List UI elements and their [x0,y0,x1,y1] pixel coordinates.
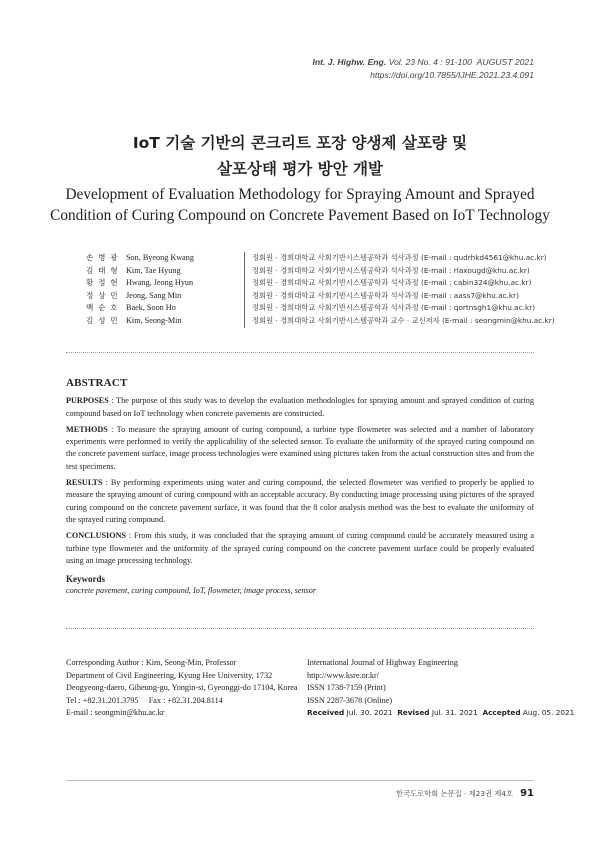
footer-journal-name: 한국도로학회 논문집 · 제23권 제4호 [395,789,514,798]
keywords-text: concrete pavement, curing compound, IoT, flowmeter, image process, sensor [66,586,317,596]
author-name-en: Hwang, Jeong Hyun [126,277,245,290]
publication-info [307,657,574,720]
author-name-ko: 김 태 형 [86,265,119,275]
issn-online: ISSN 2287-3678 (Online) [307,695,393,705]
journal-doi[interactable]: https://doi.org/10.7855/IJHE.2021.23.4.091 [370,70,534,80]
author-name-ko: 손 병 광 [86,253,119,262]
title-korean [0,130,600,182]
page-number: 91 [520,788,534,799]
abstract-conclusions [66,530,534,567]
corresponding-email[interactable]: E-mail : seongmin@khu.ac.kr [66,708,165,718]
purposes-text: : The purpose of this study was to develop the evaluation methodologies for spraying amount and sprayed condition of curing compound based on IoT technology when concrete pavements are constructed. [66,396,534,418]
accepted-label: Accepted [482,708,521,718]
corresponding-author: Corresponding Author : Kim, Seong-Min, Professor [66,658,237,667]
author-name-ko: 황 정 현 [86,278,119,288]
fax-number: Fax : +82.31.204.8114 [148,695,223,705]
title-english-line2: Condition of Curing Compound on Concrete Pavement Based on IoT Technology [50,207,550,224]
received-label: Received [307,708,345,718]
methods-text: : To measure the spraying amount of curing compound, a turbine type flowmeter was selected and a number of laboratory experiments were performed to verify the applicability of the selected sensor. To evaluate the uniformity of the sprayed curing compound on the concrete pavement surface, image process technologies were examined using pictures taken from the actual construction sites and from the test specimens. [66,424,534,471]
methods-label: METHODS [66,424,108,434]
author-name-ko: 백 순 호 [86,303,119,313]
author-affiliation: 정회원 · 경희대학교 사회기반시스템공학과 석사과정 (E-mail : aass7@khu.ac.kr) [252,290,519,300]
author-affiliation: 정회원 · 경희대학교 사회기반시스템공학과 석사과정 (E-mail : cabin324@khu.ac.kr) [252,278,532,288]
received-date: Jul. 30. 2021 [346,708,393,718]
author-name-en: Kim, Seong-Min [126,315,245,328]
corresponding-dept: Department of Civil Engineering, Kyung Hee University, 1732 [66,670,273,680]
issn-print: ISSN 1738-7159 (Print) [307,683,386,693]
author-name-en: Baek, Soon Ho [126,302,245,315]
footer-rule [66,780,534,781]
author-affiliation: 정회원 · 경희대학교 사회기반시스템공학과 석사과정 (E-mail : rlaxougd@khu.ac.kr) [252,265,530,275]
author-affiliation: 정회원 · 경희대학교 사회기반시스템공학과 석사과정 (E-mail : qudrhkd4561@khu.ac.kr) [252,253,547,262]
title-english-line1: Development of Evaluation Methodology for Spraying Amount and Sprayed [65,186,535,203]
history-dates [307,707,574,720]
author-name-en: Kim, Tae Hyung [126,265,245,278]
results-text: : By performing experiments using water and curing compound, the selected flowmeter was verified to properly be applied to measure the spraying amount of curing compound with an acceptable accuracy. By conducting image processing using pictures of the sprayed curing compound on the concrete pavement surface, it was found that the 8 color analysis method was the best to evaluate the uniformity of the sprayed curing compound. [66,478,534,524]
author-name-ko: 김 성 민 [86,315,119,325]
abstract-heading: ABSTRACT [66,377,128,389]
author-row [86,302,555,315]
journal-url[interactable]: http://www.ksre.or.kr/ [307,670,380,680]
corresponding-address: Deogyeong-daero, Giheung-gu, Yongin-si, Gyeonggi-do 17104, Korea [66,683,298,693]
divider-top [66,352,534,353]
abstract-results [66,477,534,526]
results-label: RESULTS [66,478,103,488]
keywords-heading: Keywords [66,574,105,585]
author-affiliation: 정회원 · 경희대학교 사회기반시스템공학과 교수 · 교신저자 (E-mail : seongmin@khu.ac.kr) [252,315,555,325]
author-name-en: Son, Byeong Kwang [126,252,245,265]
journal-abbr: Int. J. Highw. Eng. [312,57,387,67]
title-korean-line2: 살포상태 평가 방안 개발 [217,160,383,178]
corresponding-phone [66,695,297,708]
journal-volume: Vol. 23 No. 4 : 91-100 [388,57,472,67]
tel-number: Tel : +82.31.201.3795 [66,695,139,705]
author-row [86,290,555,303]
conclusions-text: : From this study, it was concluded that the spraying amount of curing compound could be accurately measured using a turbine type flowmeter and the uniformity of the sprayed curing compound on the concrete pavement surface could be properly evaluated using an image processing technology. [66,531,534,565]
author-row [86,252,555,265]
conclusions-label: CONCLUSIONS [66,531,127,541]
author-name-ko: 정 상 민 [86,290,119,300]
journal-full-name: International Journal of Highway Engineering [307,658,458,667]
abstract-methods [66,424,534,473]
author-row [86,315,555,328]
title-english [0,184,600,226]
journal-date: AUGUST 2021 [476,57,534,67]
author-affiliation: 정회원 · 경희대학교 사회기반시스템공학과 석사과정 (E-mail : qortnsgh1@khu.ac.kr) [252,303,536,313]
journal-header [313,56,534,82]
revised-label: Revised [397,708,430,718]
revised-date: Jul. 31. 2021 [431,708,478,718]
title-korean-line1: IoT 기술 기반의 콘크리트 포장 양생제 살포량 및 [132,134,468,152]
abstract-section [66,377,534,598]
author-row [86,265,555,278]
page-footer [396,788,534,799]
abstract-purposes [66,395,534,420]
corresponding-author-block [66,657,297,720]
divider-bottom [66,628,534,629]
author-list [86,252,555,328]
author-name-en: Jeong, Sang Min [126,290,245,303]
accepted-date: Aug. 05. 2021 [522,708,575,718]
author-row [86,277,555,290]
purposes-label: PURPOSES [66,396,109,406]
